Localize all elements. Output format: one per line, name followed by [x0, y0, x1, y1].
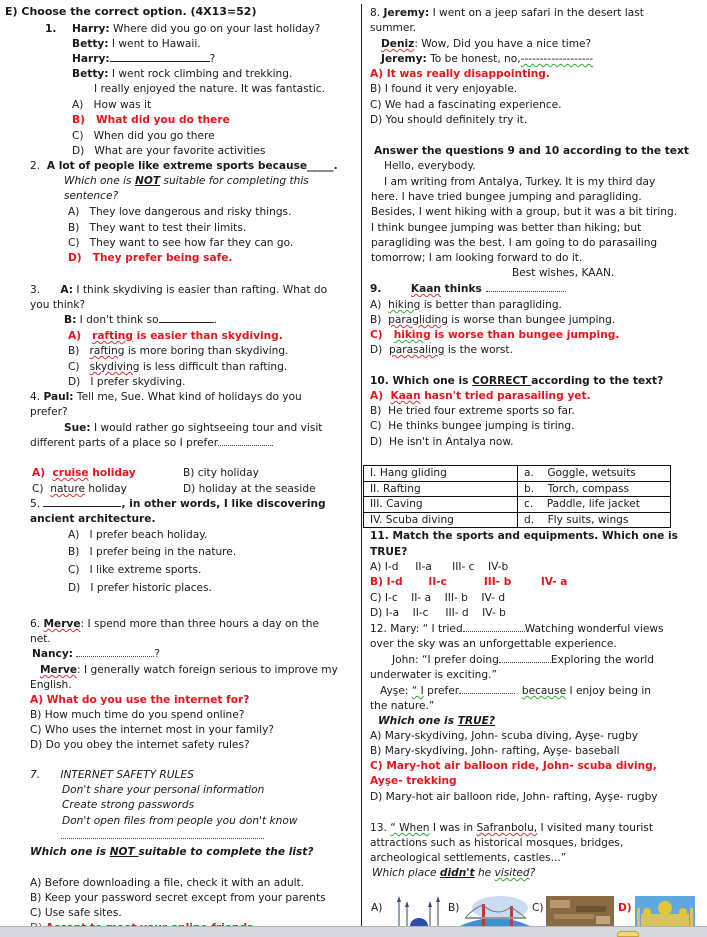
q8-line2: summer. — [370, 22, 417, 34]
q12-line4: underwater is exciting.” — [370, 669, 497, 681]
reading-line-3: here. I have tried bungee jumping and paragliding. — [371, 191, 642, 203]
q9-option-d[interactable]: D) parasaling is the worst. — [370, 344, 513, 356]
reading-line-4: Besides, I went hiking with a group, but it was a bit tiring. — [371, 206, 678, 218]
reading-signature: Best wishes, KAAN. — [512, 267, 615, 279]
q13-instruction: Which place didn't he visited? — [372, 867, 536, 879]
q7-title: 7. INTERNET SAFETY RULES — [30, 769, 194, 781]
scroll-handle[interactable] — [617, 931, 639, 937]
q3-line3: B: I don't think so . — [64, 314, 217, 326]
q12-line3: John: “I prefer doing Exploring the world — [392, 654, 655, 666]
q2-option-b[interactable]: B) They want to test their limits. — [68, 222, 247, 234]
q12-option-d[interactable]: D) Mary-hot air balloon ride, John- rafting, Ayşe- rugby — [370, 791, 658, 803]
window-status-bar — [0, 926, 707, 937]
q1-line4: Betty: I went rock climbing and trekking. — [72, 68, 293, 80]
q13-option-c-label[interactable]: C) — [532, 902, 544, 914]
table-cell-sport: II. Rafting — [364, 481, 518, 497]
q8-line3: Deniz: Wow, Did you have a nice time? — [381, 38, 592, 50]
table-cell-equipment: d. Fly suits, wings — [518, 512, 671, 528]
bridge-image[interactable] — [460, 896, 530, 926]
table-row — [364, 481, 671, 497]
q12-option-b[interactable]: B) Mary-skydiving, John- rafting, Ayşe- baseball — [370, 745, 620, 757]
q12-option-c[interactable]: C) Mary-hot air balloon ride, John- scuba diving, — [370, 760, 657, 772]
q11-stem-2: TRUE? — [370, 546, 408, 558]
q5-option-a[interactable]: A) I prefer beach holiday. — [68, 529, 208, 541]
q4-line3: Sue: I would rather go sightseeing tour and visit — [64, 422, 323, 434]
q6-line3: Nancy: ? — [32, 648, 160, 660]
q6-line4: Merve: I generally watch foreign serious to improve my — [40, 664, 338, 676]
q11-option-b[interactable]: B) I-d II-c III- b IV- a — [370, 576, 568, 588]
q6-line1: 6. Merve: I spend more than three hours a day on the — [30, 618, 319, 630]
table-row — [364, 512, 671, 528]
q1-line1: Harry: Where did you go on your last holiday? — [72, 23, 321, 35]
mosque-image[interactable] — [393, 896, 448, 926]
reading-line-6: paragliding was the best. I am going to do parasailing — [371, 237, 658, 249]
q1-option-b[interactable]: B) What did you do there — [72, 114, 230, 126]
q8-option-b[interactable]: B) I found it very enjoyable. — [370, 83, 518, 95]
q13-option-d-label[interactable]: D) — [618, 902, 632, 914]
q2-instruction: Which one is NOT suitable for completing this — [64, 175, 309, 187]
q1-option-c[interactable]: C) When did you go there — [72, 130, 215, 142]
q13-option-a-label[interactable]: A) — [371, 902, 383, 914]
q7-rule-2: Create strong passwords — [62, 799, 195, 811]
q13-option-b-label[interactable]: B) — [448, 902, 460, 914]
q3-line2: you think? — [30, 299, 86, 311]
q4-option-d[interactable]: D) holiday at the seaside — [183, 483, 316, 495]
q13-line1: 13. “ When I was in Safranbolu, I visited many tourist — [370, 822, 653, 834]
table-cell-equipment: b. Torch, compass — [518, 481, 671, 497]
reading-title: Answer the questions 9 and 10 according to the text — [374, 145, 689, 157]
q4-option-a[interactable]: A) cruise holiday — [32, 467, 136, 479]
q10-option-b[interactable]: B) He tried four extreme sports so far. — [370, 405, 575, 417]
q6-option-d[interactable]: D) Do you obey the internet safety rules? — [30, 739, 250, 751]
table-row — [364, 497, 671, 513]
q2-stem: 2. A lot of people like extreme sports because_____. — [30, 160, 338, 172]
table-cell-sport: III. Caving — [364, 497, 518, 513]
reading-line-2: I am writing from Antalya, Turkey. It is my third day — [384, 176, 656, 188]
q12-option-c-cont: Ayşe- trekking — [370, 775, 457, 787]
q10-stem: 10. Which one is CORRECT according to the text? — [370, 375, 664, 387]
q4-line2: prefer? — [30, 406, 68, 418]
q3-option-d[interactable]: D) I prefer skydiving. — [68, 376, 186, 388]
q11-option-d[interactable]: D) I-a II-c III- d IV- b — [370, 607, 506, 619]
q5-option-b[interactable]: B) I prefer being in the nature. — [68, 546, 237, 558]
q2-option-c[interactable]: C) They want to see how far they can go. — [68, 237, 294, 249]
table-cell-sport: I. Hang gliding — [364, 466, 518, 482]
q10-option-d[interactable]: D) He isn't in Antalya now. — [370, 436, 514, 448]
q4-option-b[interactable]: B) city holiday — [183, 467, 259, 479]
q8-line4: Jeremy: To be honest, no,------------------- — [381, 53, 594, 65]
table-cell-equipment: c. Paddle, life jacket — [518, 497, 671, 513]
reading-line-1: Hello, everybody. — [384, 160, 476, 172]
q11-option-a[interactable]: A) I-d II-a III- c IV-b — [370, 561, 509, 573]
reading-line-7: tomorrow; I am looking forward to do it. — [371, 252, 583, 264]
q6-option-c[interactable]: C) Who uses the internet most in your family? — [30, 724, 274, 736]
table-row — [364, 466, 671, 482]
q3-line1: 3. A: I think skydiving is easier than rafting. What do — [30, 284, 328, 296]
q7-rule-3: Don't open files from people you don't know — [62, 815, 298, 827]
q13-line3: archeological settlements, castles...” — [370, 852, 567, 864]
q10-option-a[interactable]: A) Kaan hasn't tried parasailing yet. — [370, 390, 591, 402]
q9-stem: 9. Kaan thinks — [370, 282, 566, 297]
q4-line4: different parts of a place so I prefer — [30, 436, 273, 451]
reading-line-5: I think bungee jumping was better than hiking; but — [371, 222, 642, 234]
q7-dotted-line — [61, 838, 264, 839]
sports-equipment-table — [363, 465, 671, 528]
table-cell-sport: IV. Scuba diving — [364, 512, 518, 528]
q3-option-c[interactable]: C) skydiving is less difficult than rafting. — [68, 361, 288, 373]
q12-line5: Ayşe: “ I prefer because I enjoy being in — [380, 685, 651, 697]
q8-line1: 8. Jeremy: I went on a jeep safari in the desert last — [370, 7, 644, 19]
q1-line5: I really enjoyed the nature. It was fantastic. — [94, 83, 325, 95]
q6-option-a[interactable]: A) What do you use the internet for? — [30, 694, 250, 706]
column-divider — [361, 4, 362, 926]
q2-option-a[interactable]: A) They love dangerous and risky things. — [68, 206, 292, 218]
palace-image[interactable] — [635, 896, 695, 926]
q12-instruction: Which one is TRUE? — [378, 715, 496, 727]
q7-instruction: Which one is NOT suitable to complete the list? — [30, 846, 314, 858]
q12-option-a[interactable]: A) Mary-skydiving, John- scuba diving, Ayşe- rugby — [370, 730, 638, 742]
q2-option-d[interactable]: D) They prefer being safe. — [68, 252, 233, 264]
q12-line1: 12. Mary: “ I tried Watching wonderful views — [370, 623, 664, 635]
table-cell-equipment: a. Goggle, wetsuits — [518, 466, 671, 482]
q9-option-c[interactable]: C) hiking is worse than bungee jumping. — [370, 329, 620, 341]
q7-option-a[interactable]: A) Before downloading a file, check it with an adult. — [30, 877, 305, 889]
q8-option-c[interactable]: C) We had a fascinating experience. — [370, 99, 562, 111]
q9-option-a[interactable]: A) hiking is better than paragliding. — [370, 299, 562, 311]
q7-option-b[interactable]: B) Keep your password secret except from your parents — [30, 892, 326, 904]
q7-rule-1: Don't share your personal information — [62, 784, 265, 796]
q2-instruction-2: sentence? — [64, 190, 119, 202]
q12-line6: the nature.” — [370, 700, 435, 712]
q6-option-b[interactable]: B) How much time do you spend online? — [30, 709, 245, 721]
q1-blank — [110, 52, 210, 62]
q1-line3: Harry: ? — [72, 53, 216, 65]
q6-line2: net. — [30, 633, 51, 645]
section-title: E) Choose the correct option. (4X13=52) — [5, 5, 257, 18]
q3-option-b[interactable]: B) rafting is more boring than skydiving. — [68, 345, 289, 357]
q13-line2: attractions such as historical mosques, bridges, — [370, 837, 624, 849]
q11-stem: 11. Match the sports and equipments. Which one is — [370, 530, 678, 542]
q1-option-a[interactable]: A) How was it — [72, 99, 152, 111]
q5-line2: ancient architecture. — [30, 513, 156, 525]
q8-option-d[interactable]: D) You should definitely try it. — [370, 114, 528, 126]
q4-line1: 4. Paul: Tell me, Sue. What kind of holidays do you — [30, 391, 302, 403]
q11-option-c[interactable]: C) I-c II- a III- b IV- d — [370, 592, 506, 604]
q3-option-a[interactable]: A) rafting is easier than skydiving. — [68, 330, 283, 342]
q1-number: 1. — [45, 23, 57, 35]
q10-option-c[interactable]: C) He thinks bungee jumping is tiring. — [370, 420, 575, 432]
q6-line5: English. — [30, 679, 72, 691]
q1-option-d[interactable]: D) What are your favorite activities — [72, 145, 266, 157]
q4-option-c[interactable]: C) nature holiday — [32, 483, 127, 495]
q9-option-b[interactable]: B) paragliding is worse than bungee jumping. — [370, 314, 616, 326]
q5-line1: 5. , in other words, I like discovering — [30, 498, 326, 510]
q7-option-c[interactable]: C) Use safe sites. — [30, 907, 122, 919]
q5-option-d[interactable]: D) I prefer historic places. — [68, 582, 212, 594]
q8-option-a[interactable]: A) It was really disappointing. — [370, 68, 550, 80]
q1-line2: Betty: I went to Hawaii. — [72, 38, 201, 50]
q12-line2: over the sky was an unforgettable experience. — [370, 638, 617, 650]
q5-option-c[interactable]: C) I like extreme sports. — [68, 564, 202, 576]
archeological-site-image[interactable] — [546, 896, 614, 926]
